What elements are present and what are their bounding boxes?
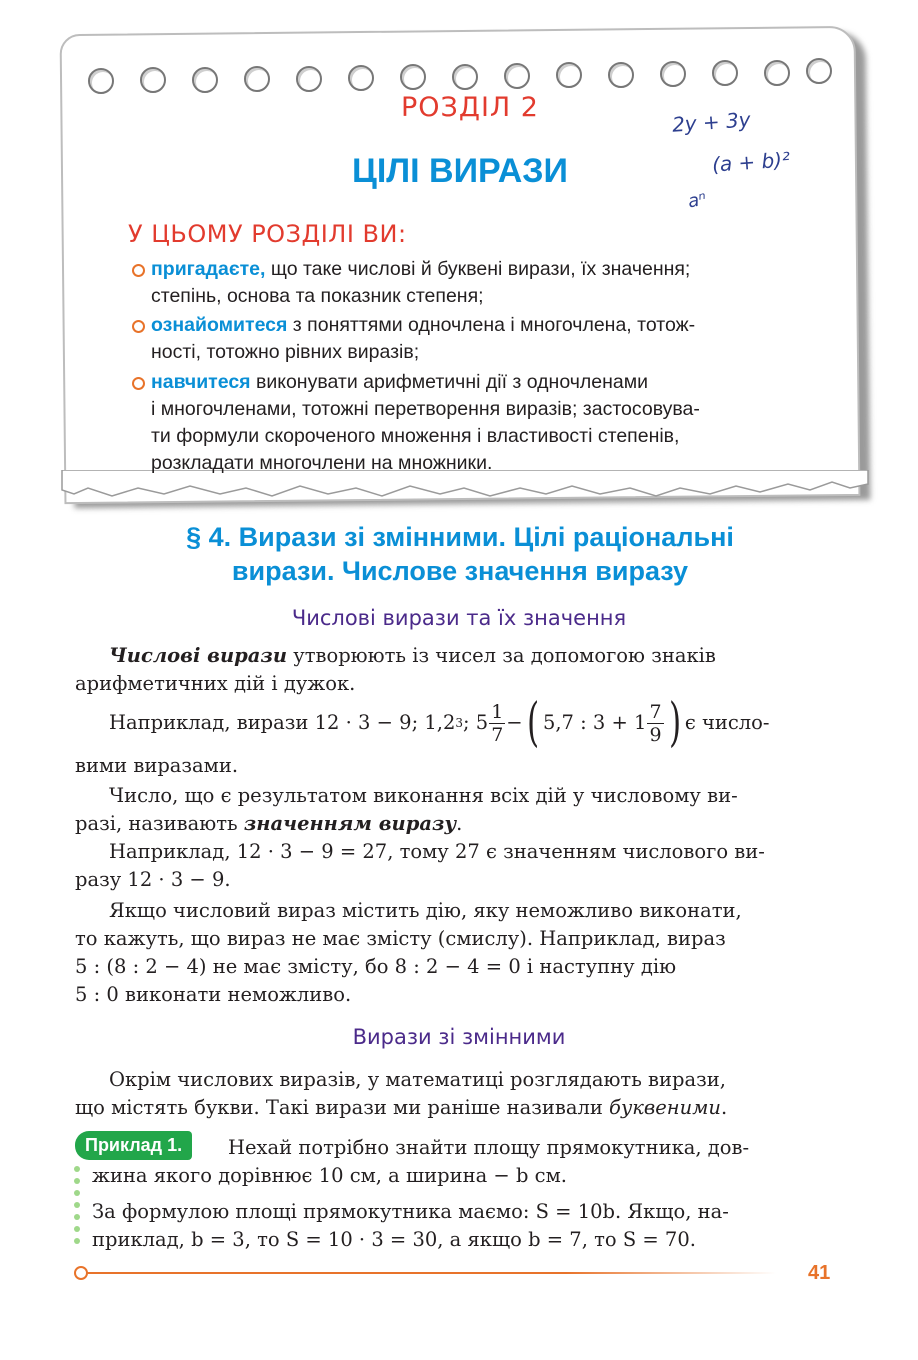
paragraph: Окрім числових виразів, у математиці розглядають вирази, що містять букви. Такі вирази ми раніше називали буквеними. <box>75 1068 728 1119</box>
ring <box>764 60 790 86</box>
example-text: Нехай потрібно знайти площу прямокутника, дов- жина якого дорівнює 10 см, а ширина − b см. За формулою площі прямокутника маємо: S = 10b. Якщо, на- приклад, b = 3, то S = 10 · 3 = 30, а якщо b = 7, то S = 70. <box>92 1136 750 1251</box>
bullet-icon <box>132 320 145 333</box>
example-badge: Приклад 1. <box>75 1131 192 1160</box>
ring <box>192 67 218 93</box>
footer-rule <box>76 1272 776 1274</box>
intro-heading: У ЦЬОМУ РОЗДІЛІ ВИ: <box>128 220 407 248</box>
example-dots <box>74 1166 82 1250</box>
bullet-icon <box>132 377 145 390</box>
goal-item: пригадаєте, що таке числові й буквені вирази, їх значення; степінь, основа та показник степеня; <box>132 256 812 310</box>
bullet-icon <box>132 264 145 277</box>
subheading: Вирази зі змінними <box>352 1025 566 1049</box>
goal-keyword: пригадаєте, <box>151 258 266 280</box>
binder-rings <box>88 60 838 96</box>
subheading: Числові вирази та їх значення <box>291 606 627 630</box>
page-number: 41 <box>808 1262 831 1284</box>
ring <box>806 58 832 84</box>
section-title: § 4. Вирази зі змінними. Цілі раціональні вирази. Числове значення виразу <box>186 522 734 586</box>
ring <box>296 66 322 92</box>
goal-keyword: ознайомитеся <box>151 314 288 336</box>
left-paren: ( <box>526 693 539 753</box>
footer-circle-icon <box>74 1266 88 1280</box>
goal-keyword: навчитеся <box>151 371 251 393</box>
term: Числові вирази <box>109 644 288 667</box>
ring <box>712 60 738 86</box>
handwritten-note: 2y + 3y <box>671 107 752 137</box>
paragraph: Наприклад, 12 · 3 − 9 = 27, тому 27 є значенням числового ви- разу 12 · 3 − 9. <box>75 840 765 891</box>
ring <box>348 65 374 91</box>
fraction: $\frac{7}{9}$ <box>649 700 662 746</box>
fraction: $\frac{1}{7}$ <box>491 700 504 746</box>
term: буквеними <box>609 1096 721 1119</box>
paragraph: Наприклад, вирази 12 · 3 − 9; 1,2 3 ; 5 $\frac{1}{7}$ − ( 5,7 : 3 + 1 $\frac{7}{9}$ ) є число- вими виразами. <box>75 693 770 777</box>
ring <box>504 63 530 89</box>
goal-item: навчитеся виконувати арифметичні дії з одночленами і многочленами, тотожні перетворення виразів; застосовува- ти формули скороченого множення і властивості степенів, розкладати многочлени на множники. <box>132 369 812 477</box>
right-paren: ) <box>668 693 681 753</box>
ring <box>608 62 634 88</box>
paragraph: Число, що є результатом виконання всіх дій у числовому ви- разі, називають значенням виразу. <box>75 784 738 835</box>
term: значенням виразу <box>243 812 457 835</box>
ring <box>88 68 114 94</box>
ring <box>244 66 270 92</box>
ring <box>660 61 686 87</box>
handwritten-note: (a + b)² <box>711 147 791 177</box>
goal-item: ознайомитеся з поняттями одночлена і многочлена, тотож- ності, тотожно рівних виразів; <box>132 312 812 366</box>
handwritten-note: aⁿ <box>686 188 708 213</box>
ring <box>400 64 426 90</box>
paragraph: Якщо числовий вираз містить дію, яку неможливо виконати, то кажуть, що вираз не має змісту (смислу). Наприклад, вираз 5 : (8 : 2 − 4) не має змісту, бо 8 : 2 − 4 = 0 і наступну дію 5 : 0 виконати неможливо. <box>75 899 742 1006</box>
ring <box>140 67 166 93</box>
ring <box>556 62 582 88</box>
ring <box>452 64 478 90</box>
chapter-label: РОЗДІЛ 2 <box>401 92 539 123</box>
paragraph: Числові вирази утворюють із чисел за допомогою знаків арифметичних дій і дужок. <box>75 644 716 695</box>
chapter-title: ЦІЛІ ВИРАЗИ <box>351 152 568 190</box>
